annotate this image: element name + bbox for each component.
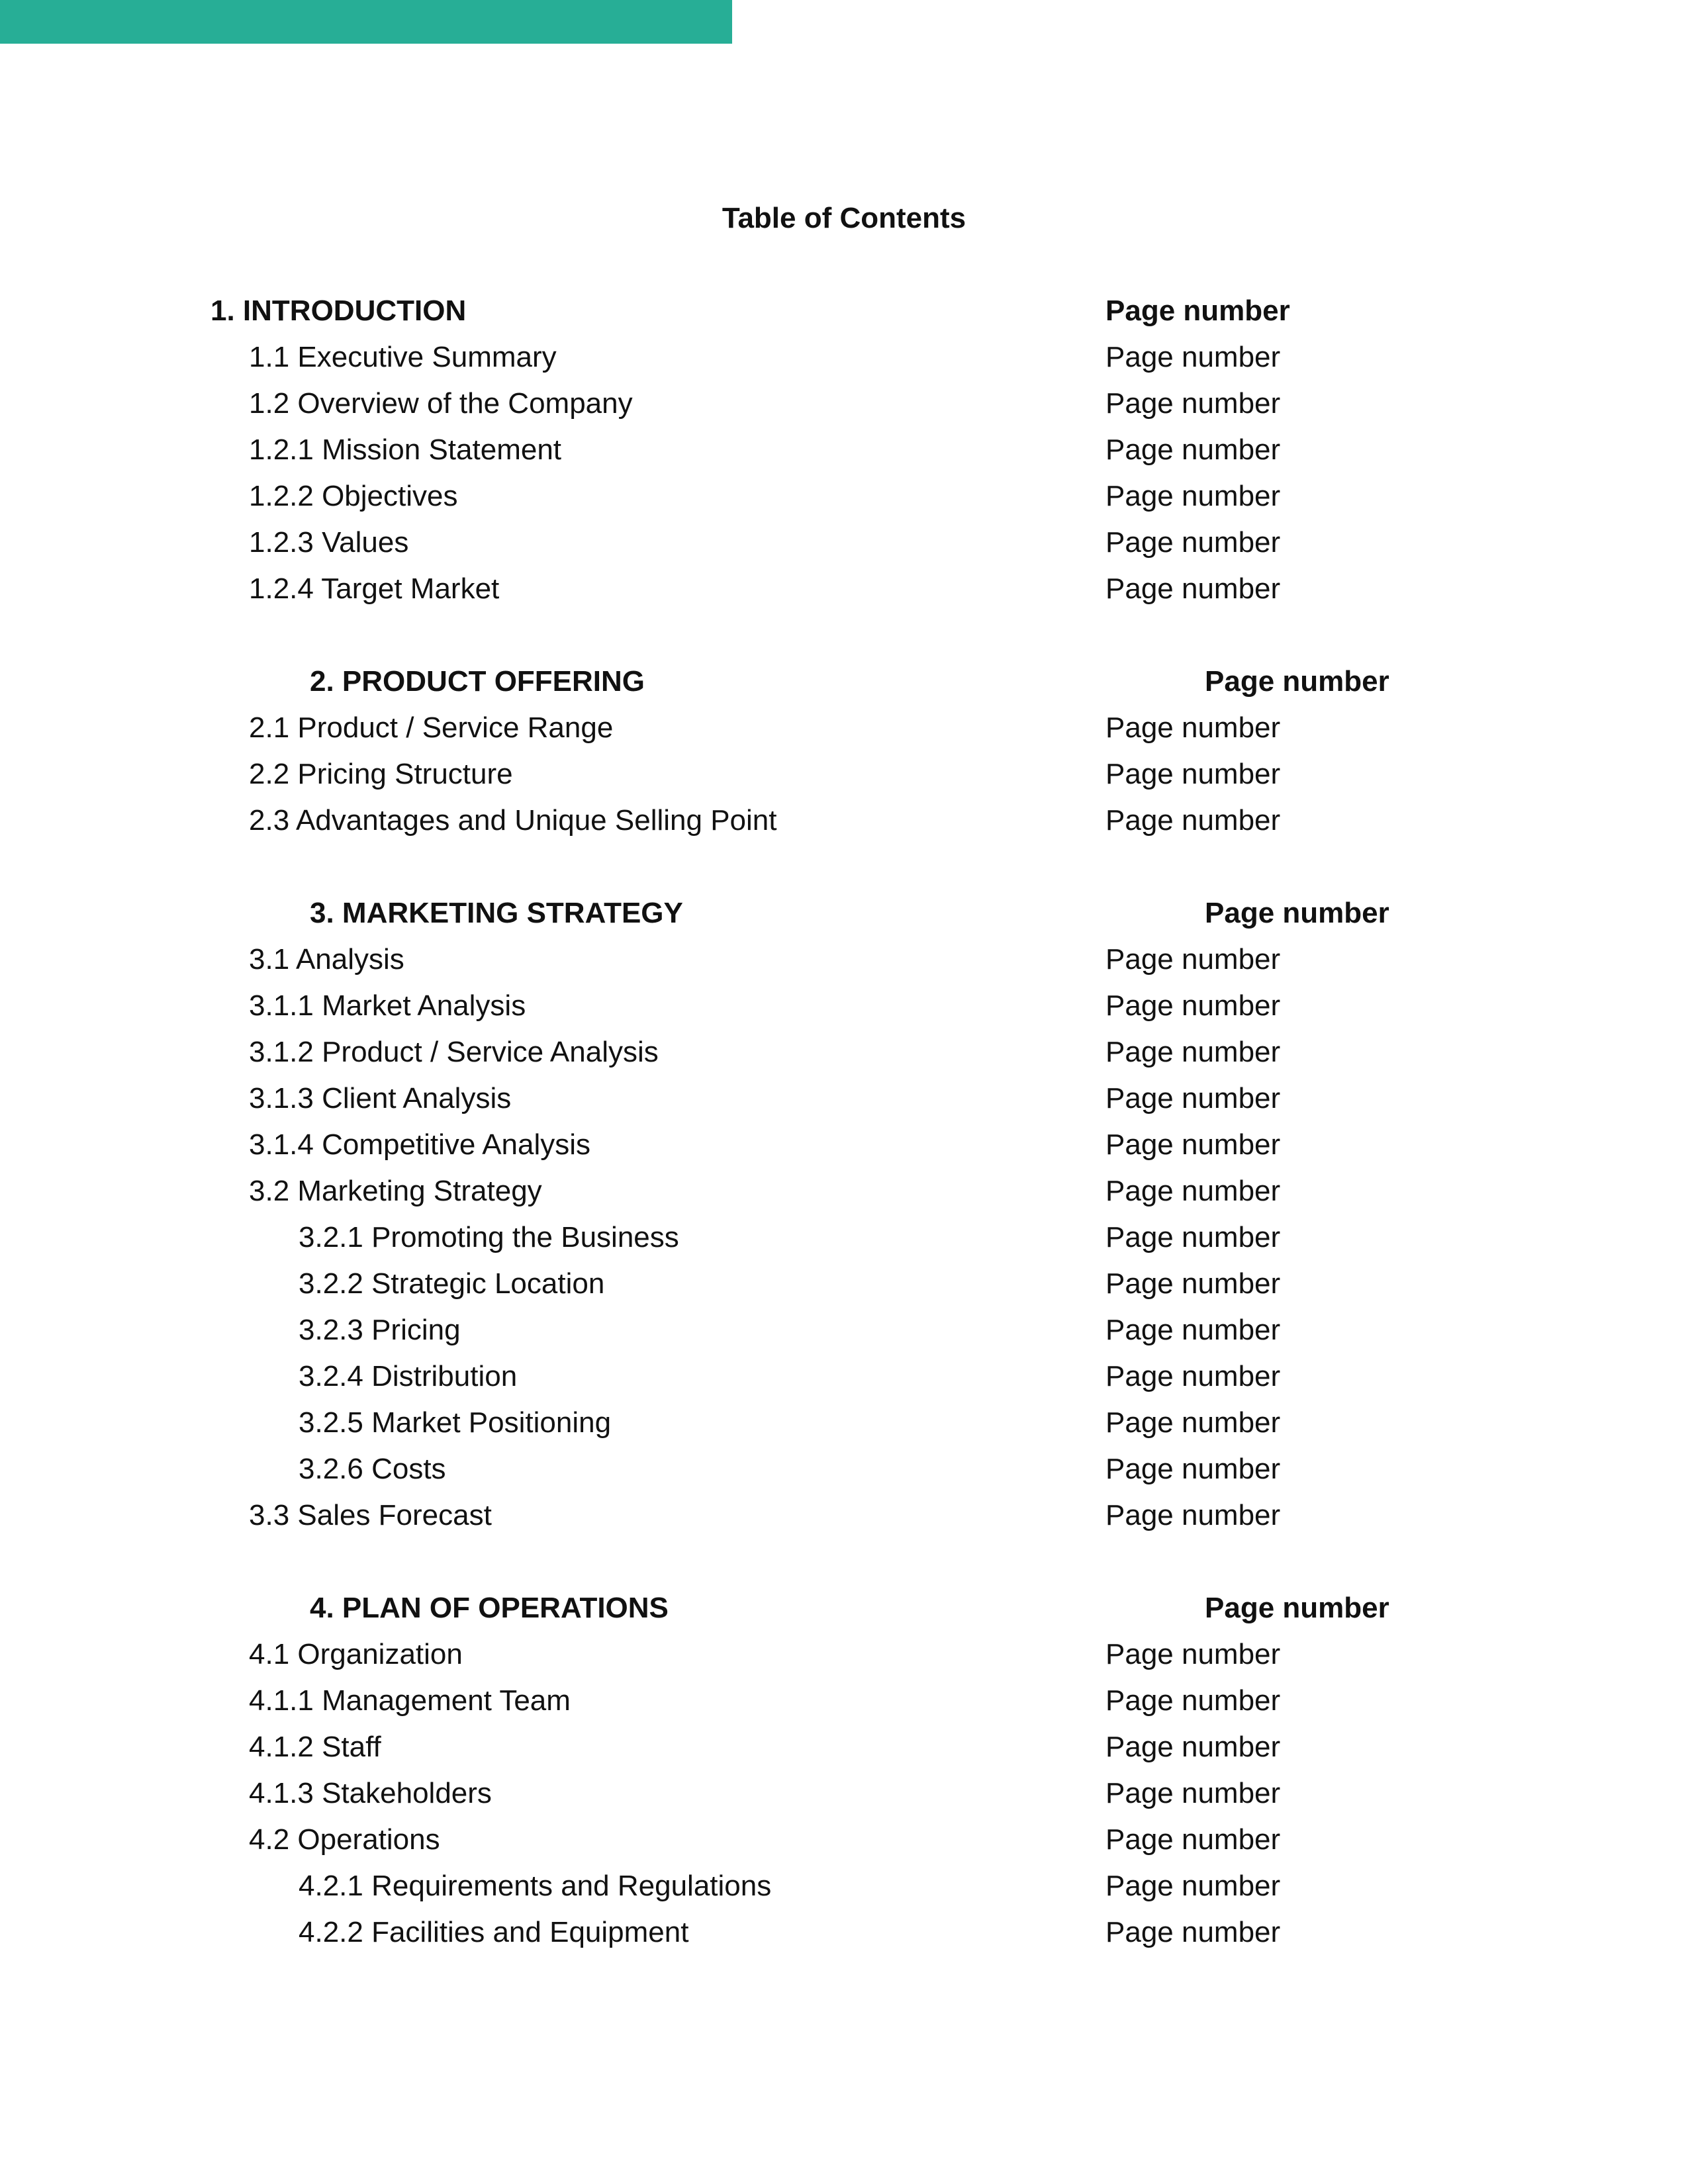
toc-entry-label: 4. PLAN OF OPERATIONS [310,1592,669,1624]
toc-entry-label: 4.1 Organization [249,1638,463,1670]
toc-entry-label: 1. INTRODUCTION [211,295,467,327]
toc-entry[interactable] [0,1727,1688,1774]
toc-entry[interactable] [0,1635,1688,1681]
toc-entry-label: 3.1.4 Competitive Analysis [249,1128,591,1161]
toc-page-number: Page number [1105,758,1281,790]
toc-entry[interactable] [0,1079,1688,1125]
toc-entry-label: 3.2.4 Distribution [299,1360,518,1392]
toc-entry[interactable] [0,569,1688,615]
toc-entry[interactable] [0,1913,1688,1959]
table-of-contents [0,291,1688,1959]
toc-page-number: Page number [1105,1777,1281,1809]
toc-title: Table of Contents [722,202,966,234]
toc-entry[interactable] [0,1820,1688,1866]
toc-entry-label: 1.2.4 Target Market [249,572,500,605]
toc-entry-label: 3.2.5 Market Positioning [299,1406,612,1439]
toc-page-number: Page number [1105,1128,1281,1161]
toc-page-number: Page number [1105,1036,1281,1068]
toc-section-heading-introduction[interactable] [0,291,1688,338]
toc-section-heading-marketing-strategy[interactable] [0,893,1688,940]
toc-entry-label: 1.2.1 Mission Statement [249,433,562,466]
toc-page-number: Page number [1205,665,1389,698]
toc-entry-label: 1.2.2 Objectives [249,480,458,512]
toc-page-number: Page number [1105,1823,1281,1856]
toc-entry-label: 4.2.2 Facilities and Equipment [299,1916,689,1948]
toc-entry[interactable] [0,1681,1688,1727]
toc-page-number: Page number [1105,526,1281,559]
toc-entry[interactable] [0,1496,1688,1542]
toc-page-number: Page number [1205,897,1389,929]
toc-entry-label: 3.3 Sales Forecast [249,1499,492,1531]
toc-page-number: Page number [1105,1360,1281,1392]
toc-page-number: Page number [1105,1731,1281,1763]
header-accent-bar [0,0,732,44]
toc-page-number: Page number [1105,711,1281,744]
toc-entry[interactable] [0,1866,1688,1913]
toc-page-number: Page number [1105,943,1281,976]
toc-entry-label: 3.2.3 Pricing [299,1314,461,1346]
toc-entry-label: 3. MARKETING STRATEGY [310,897,683,929]
toc-entry[interactable] [0,1032,1688,1079]
toc-entry-label: 4.2 Operations [249,1823,440,1856]
toc-entry[interactable] [0,430,1688,477]
toc-page-number: Page number [1105,1916,1281,1948]
toc-entry-label: 3.2.1 Promoting the Business [299,1221,679,1253]
toc-section-heading-product-offering[interactable] [0,662,1688,708]
toc-entry-label: 3.1.2 Product / Service Analysis [249,1036,659,1068]
toc-entry-label: 1.2.3 Values [249,526,409,559]
toc-entry[interactable] [0,940,1688,986]
toc-entry-label: 2.3 Advantages and Unique Selling Point [249,804,777,837]
toc-page-number: Page number [1105,1499,1281,1531]
toc-entry[interactable] [0,986,1688,1032]
toc-page-number: Page number [1105,1870,1281,1902]
toc-page-number: Page number [1105,1082,1281,1115]
toc-entry-label: 2.2 Pricing Structure [249,758,513,790]
toc-entry[interactable] [0,523,1688,569]
toc-page-number: Page number [1105,1638,1281,1670]
toc-entry-label: 2.1 Product / Service Range [249,711,614,744]
toc-page-number: Page number [1105,480,1281,512]
toc-page-number: Page number [1105,1267,1281,1300]
toc-page-number: Page number [1105,572,1281,605]
toc-page-number: Page number [1105,1684,1281,1717]
toc-entry-label: 4.1.3 Stakeholders [249,1777,492,1809]
toc-entry-label: 1.2 Overview of the Company [249,387,633,420]
toc-page-number: Page number [1105,1221,1281,1253]
toc-entry-label: 1.1 Executive Summary [249,341,557,373]
toc-entry[interactable] [0,384,1688,430]
toc-entry[interactable] [0,477,1688,523]
toc-page-number: Page number [1205,1592,1389,1624]
toc-page-number: Page number [1105,804,1281,837]
toc-section-heading-plan-of-operations[interactable] [0,1588,1688,1635]
toc-entry-label: 3.1 Analysis [249,943,404,976]
toc-page-number: Page number [1105,1453,1281,1485]
toc-entry-label: 3.1.1 Market Analysis [249,989,526,1022]
toc-entry[interactable] [0,1171,1688,1218]
toc-entry[interactable] [0,708,1688,754]
toc-entry-label: 3.2.6 Costs [299,1453,446,1485]
toc-entry[interactable] [0,1357,1688,1403]
toc-entry[interactable] [0,1125,1688,1171]
toc-page-number: Page number [1105,1175,1281,1207]
toc-page-number: Page number [1105,433,1281,466]
toc-entry-label: 3.2 Marketing Strategy [249,1175,542,1207]
toc-entry-label: 3.2.2 Strategic Location [299,1267,605,1300]
toc-page-number: Page number [1105,1314,1281,1346]
toc-entry[interactable] [0,338,1688,384]
toc-entry[interactable] [0,1310,1688,1357]
toc-page-number: Page number [1105,1406,1281,1439]
toc-page-number: Page number [1105,387,1281,420]
toc-entry[interactable] [0,1774,1688,1820]
toc-entry[interactable] [0,801,1688,847]
toc-entry-label: 3.1.3 Client Analysis [249,1082,512,1115]
toc-page-number: Page number [1105,341,1281,373]
toc-entry-label: 4.2.1 Requirements and Regulations [299,1870,772,1902]
toc-entry-label: 4.1.1 Management Team [249,1684,571,1717]
toc-entry[interactable] [0,1403,1688,1449]
toc-entry[interactable] [0,754,1688,801]
toc-entry-label: 4.1.2 Staff [249,1731,381,1763]
toc-page-number: Page number [1105,295,1290,327]
toc-entry[interactable] [0,1449,1688,1496]
toc-entry[interactable] [0,1264,1688,1310]
toc-entry-label: 2. PRODUCT OFFERING [310,665,645,698]
toc-entry[interactable] [0,1218,1688,1264]
toc-page-number: Page number [1105,989,1281,1022]
